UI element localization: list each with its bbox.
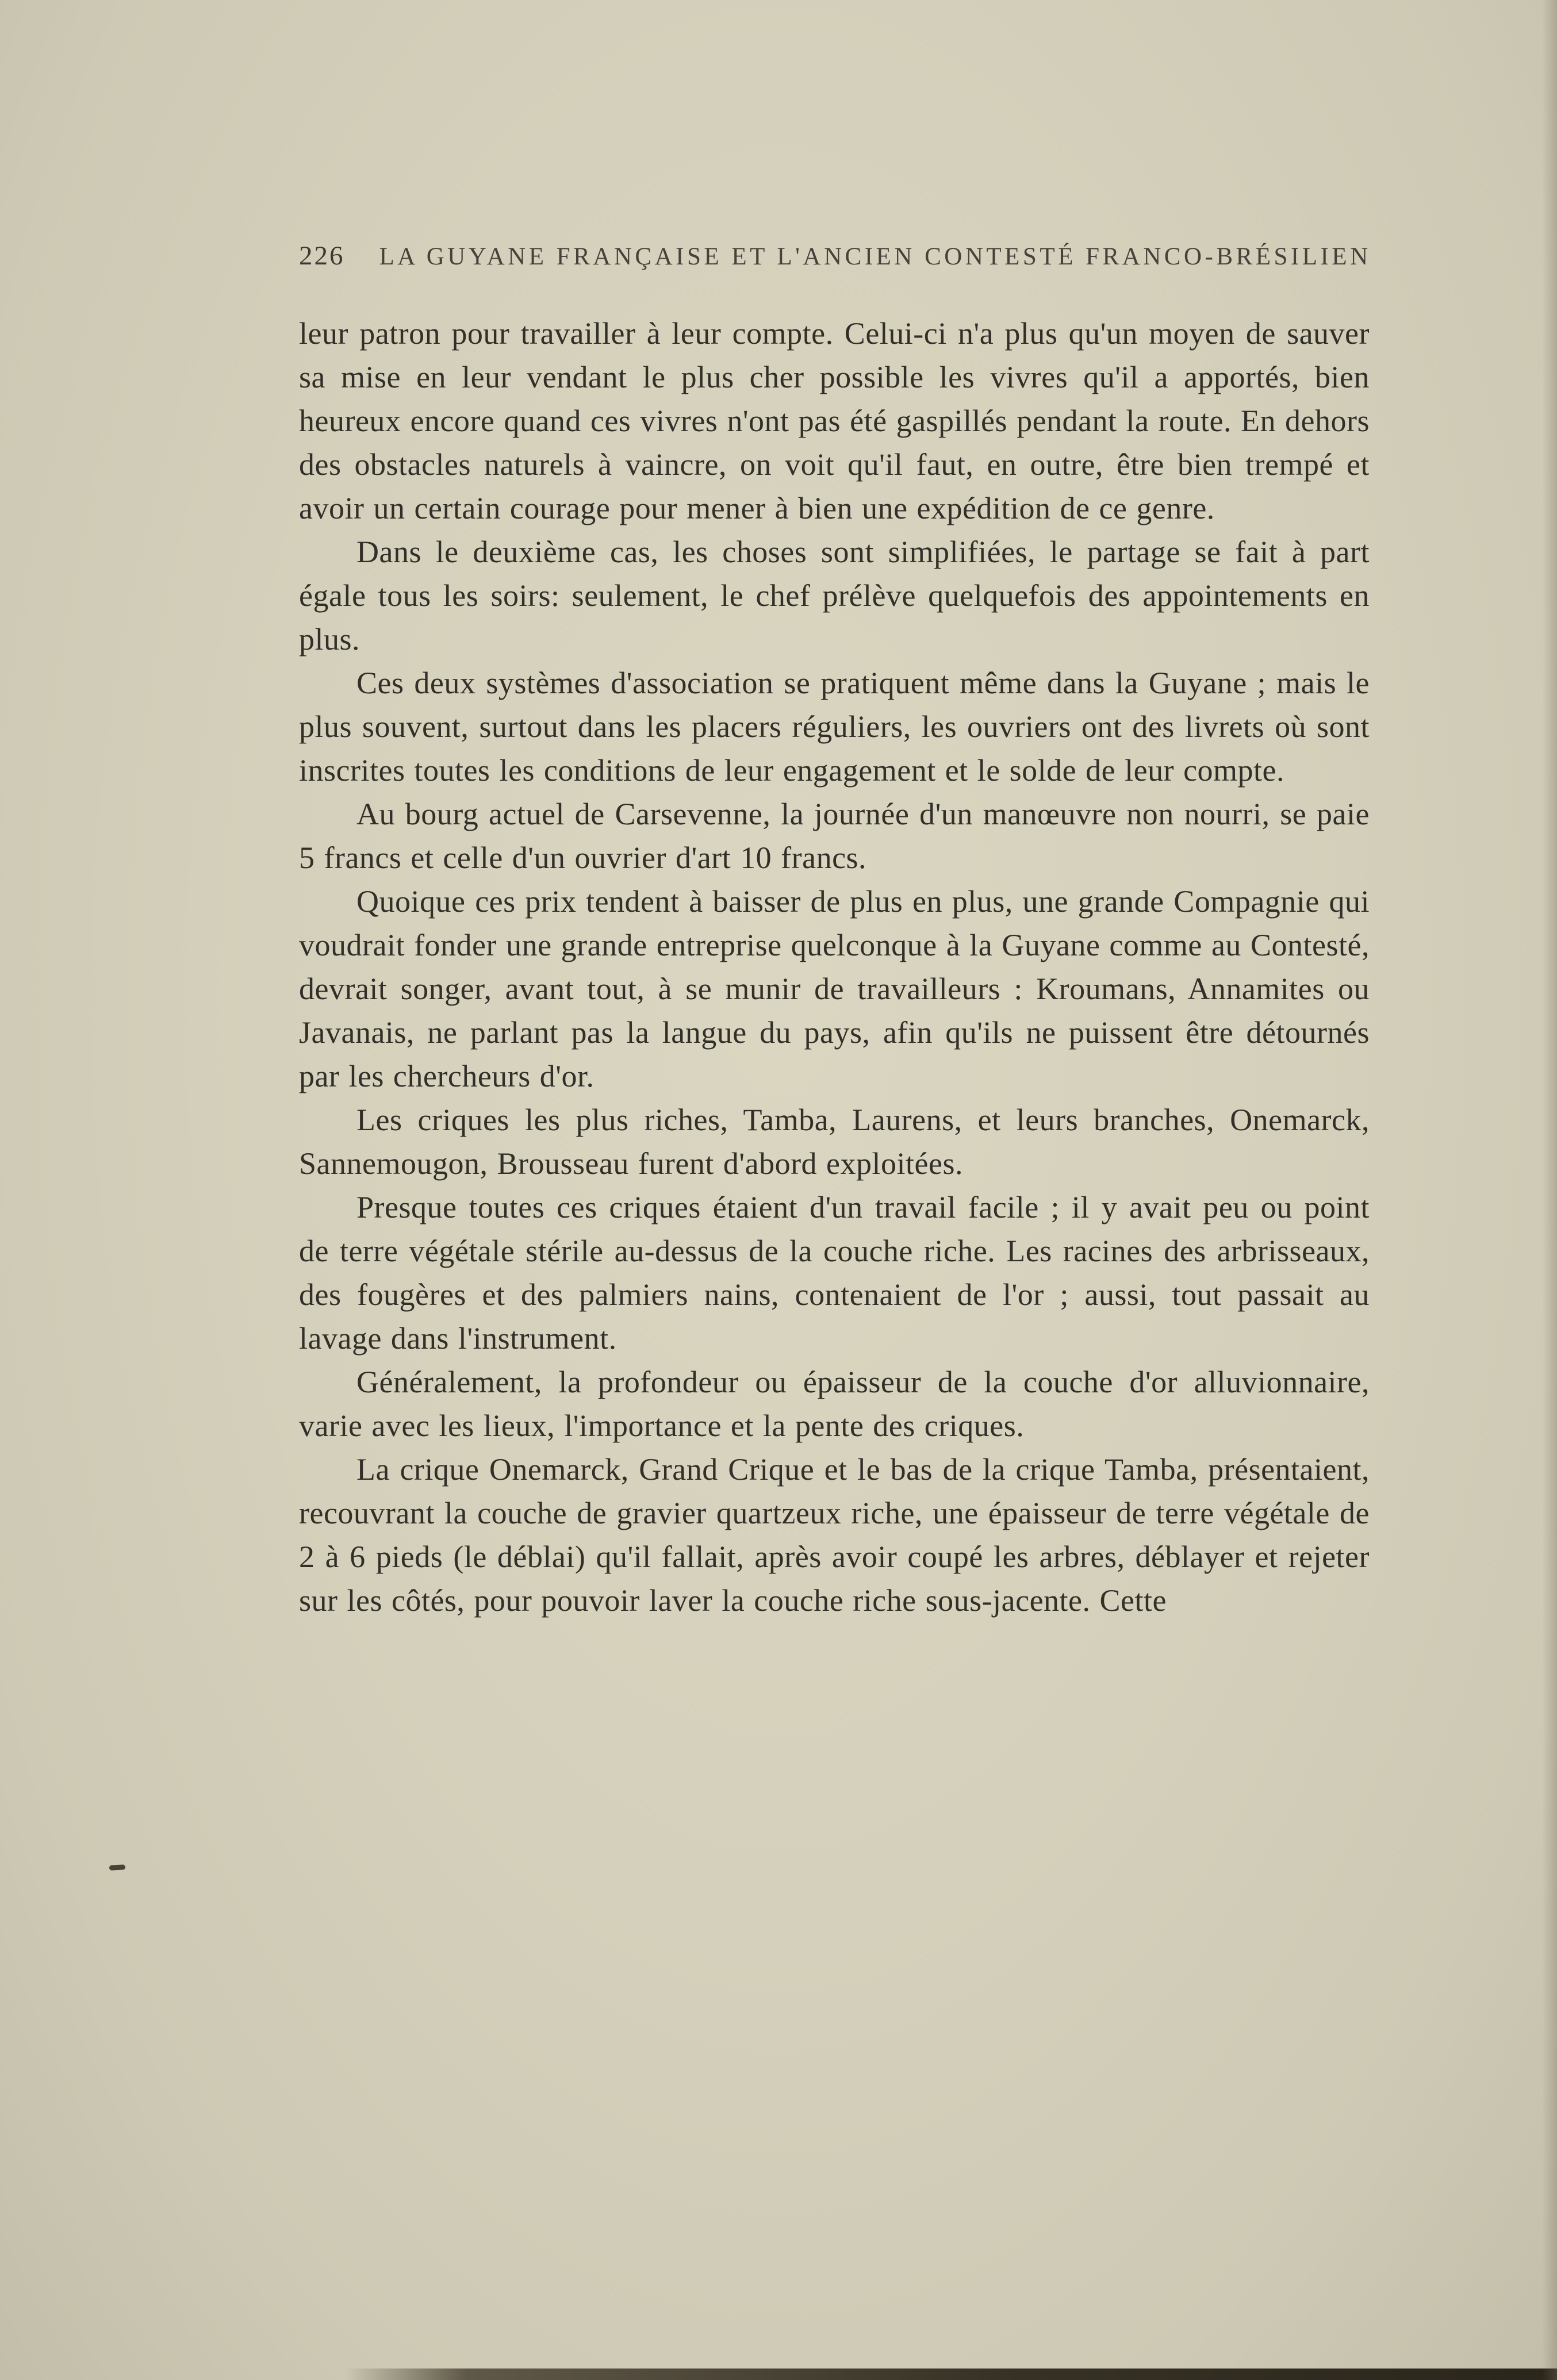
paragraph: Les criques les plus riches, Tamba, Laurens, et leurs branches, Onemarck, Sannemougon, Brousseau furent d'abord exploitées. — [299, 1103, 1370, 1181]
text-block — [299, 312, 1370, 1622]
page-header — [299, 240, 1380, 271]
paragraph: Presque toutes ces criques étaient d'un travail facile ; il y avait peu ou point de terre végétale stérile au-dessus de la couche riche. Les racines des arbrisseaux, des fougères et des palmiers nains, contenaient de l'or ; aussi, tout passait au lavage dans l'instrument. — [299, 1190, 1370, 1356]
paragraph: Généralement, la profondeur ou épaisseur de la couche d'or alluvionnaire, varie avec les lieux, l'importance et la pente des criques. — [299, 1365, 1370, 1443]
paragraph: La crique Onemarck, Grand Crique et le bas de la crique Tamba, présentaient, recouvrant la couche de gravier quartzeux riche, une épaisseur de terre végétale de 2 à 6 pieds (le déblai) qu'il fallait, après avoir coupé les arbres, déblayer et rejeter sur les côtés, pour pouvoir laver la couche riche sous-jacente. Cette — [299, 1452, 1370, 1618]
running-title: LA GUYANE FRANÇAISE ET L'ANCIEN CONTESTÉ FRANCO-BRÉSILIEN — [379, 243, 1371, 270]
scan-edge-right — [1542, 0, 1557, 2380]
stray-ink-mark — [109, 1864, 125, 1870]
paragraph: leur patron pour travailler à leur compte. Celui-ci n'a plus qu'un moyen de sauver sa mise en leur vendant le plus cher possible les vivres qu'il a apportés, bien heureux encore quand ces vivres n'ont pas été gaspillés pendant la route. En dehors des obstacles naturels à vaincre, on voit qu'il faut, en outre, être bien trempé et avoir un certain courage pour mener à bien une expédition de ce genre. — [299, 316, 1370, 525]
paragraph: Ces deux systèmes d'association se pratiquent même dans la Guyane ; mais le plus souvent, surtout dans les placers réguliers, les ouvriers ont des livrets où sont inscrites toutes les conditions de leur engagement et le solde de leur compte. — [299, 666, 1370, 788]
page-number: 226 — [299, 241, 345, 271]
paragraph: Quoique ces prix tendent à baisser de plus en plus, une grande Compagnie qui voudrait fonder une grande entreprise quelconque à la Guyane comme au Contesté, devrait songer, avant tout, à se munir de travailleurs : Kroumans, Annamites ou Javanais, ne parlant pas la langue du pays, afin qu'ils ne puissent être détournés par les chercheurs d'or. — [299, 884, 1370, 1093]
paragraph: Dans le deuxième cas, les choses sont simplifiées, le partage se fait à part égale tous les soirs: seulement, le chef prélève quelquefois des appointements en plus. — [299, 535, 1370, 657]
scan-edge-shadow — [345, 2369, 1557, 2380]
paragraph: Au bourg actuel de Carsevenne, la journée d'un manœuvre non nourri, se paie 5 francs et celle d'un ouvrier d'art 10 francs. — [299, 797, 1370, 875]
